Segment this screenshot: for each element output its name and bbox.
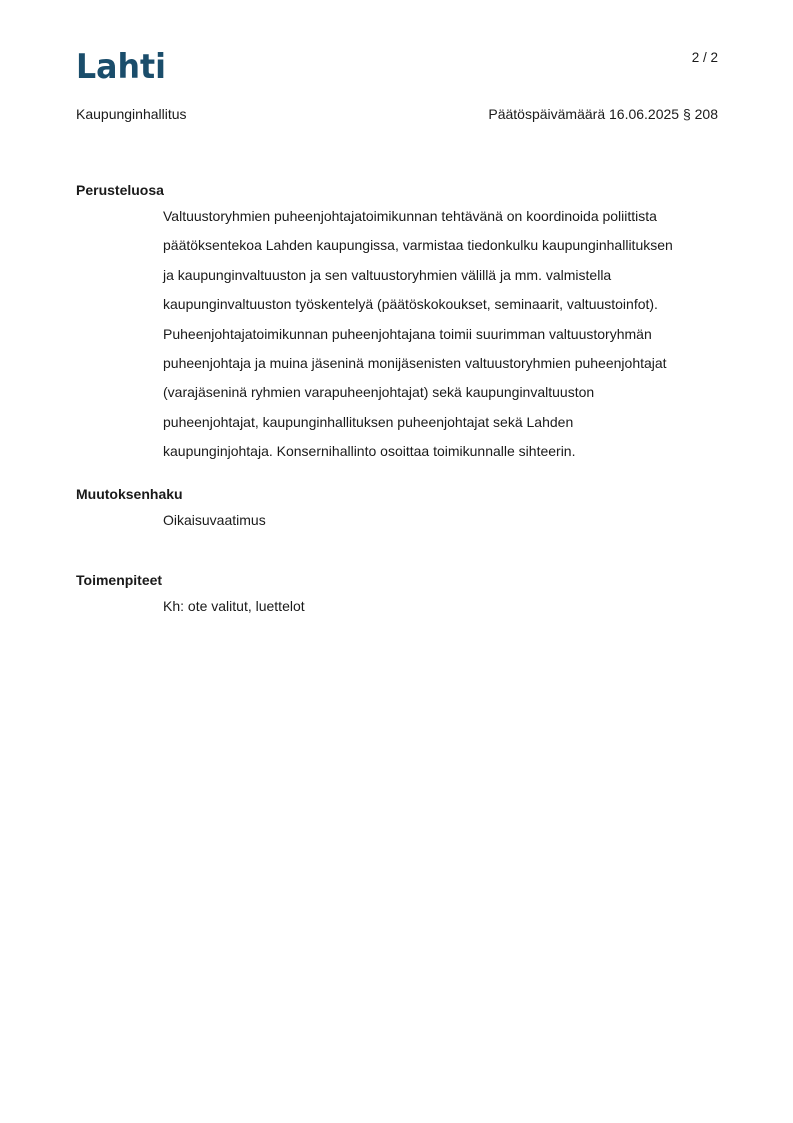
text-line: puheenjohtaja ja muina jäseninä monijäsenisten valtuustoryhmien puheenjohtajat [163,355,667,372]
text-line: päätöksentekoa Lahden kaupungissa, varmistaa tiedonkulku kaupunginhallituksen [163,237,673,254]
section-body-muutoksenhaku [163,506,723,535]
text-line: ja kaupunginvaltuuston ja sen valtuustoryhmien välillä ja mm. valmistella [163,266,612,283]
section-body-toimenpiteet [163,592,723,621]
text-line: Kh: ote valitut, luettelot [163,598,305,614]
logo-text: Lahti [76,48,166,82]
text-line: puheenjohtajat, kaupunginhallituksen puheenjohtajat sekä Lahden [163,413,574,430]
section-heading-perusteluosa: Perusteluosa [76,182,164,198]
page-number: 2 / 2 [691,50,718,65]
text-line: (varajäseninä ryhmien varapuheenjohtajat) sekä kaupunginvaltuuston [163,384,595,401]
section-body-perusteluosa [163,202,723,467]
decision-date: Päätöspäivämäärä 16.06.2025 § 208 [488,106,718,122]
text-line: Oikaisuvaatimus [163,512,266,528]
text-line: Valtuustoryhmien puheenjohtajatoimikunnan tehtävänä on koordinoida poliittista [163,208,657,224]
lahti-logo [76,48,168,82]
organization-name: Kaupunginhallitus [76,106,187,122]
text-line: kaupunginvaltuuston työskentelyä (päätöskokoukset, seminaarit, valtuustoinfot). [163,296,658,313]
text-line: Puheenjohtajatoimikunnan puheenjohtajana toimii suurimman valtuustoryhmän [163,325,652,342]
section-heading-muutoksenhaku: Muutoksenhaku [76,486,183,502]
text-line: kaupunginjohtaja. Konsernihallinto osoittaa toimikunnalle sihteerin. [163,443,576,460]
section-heading-toimenpiteet: Toimenpiteet [76,572,163,588]
